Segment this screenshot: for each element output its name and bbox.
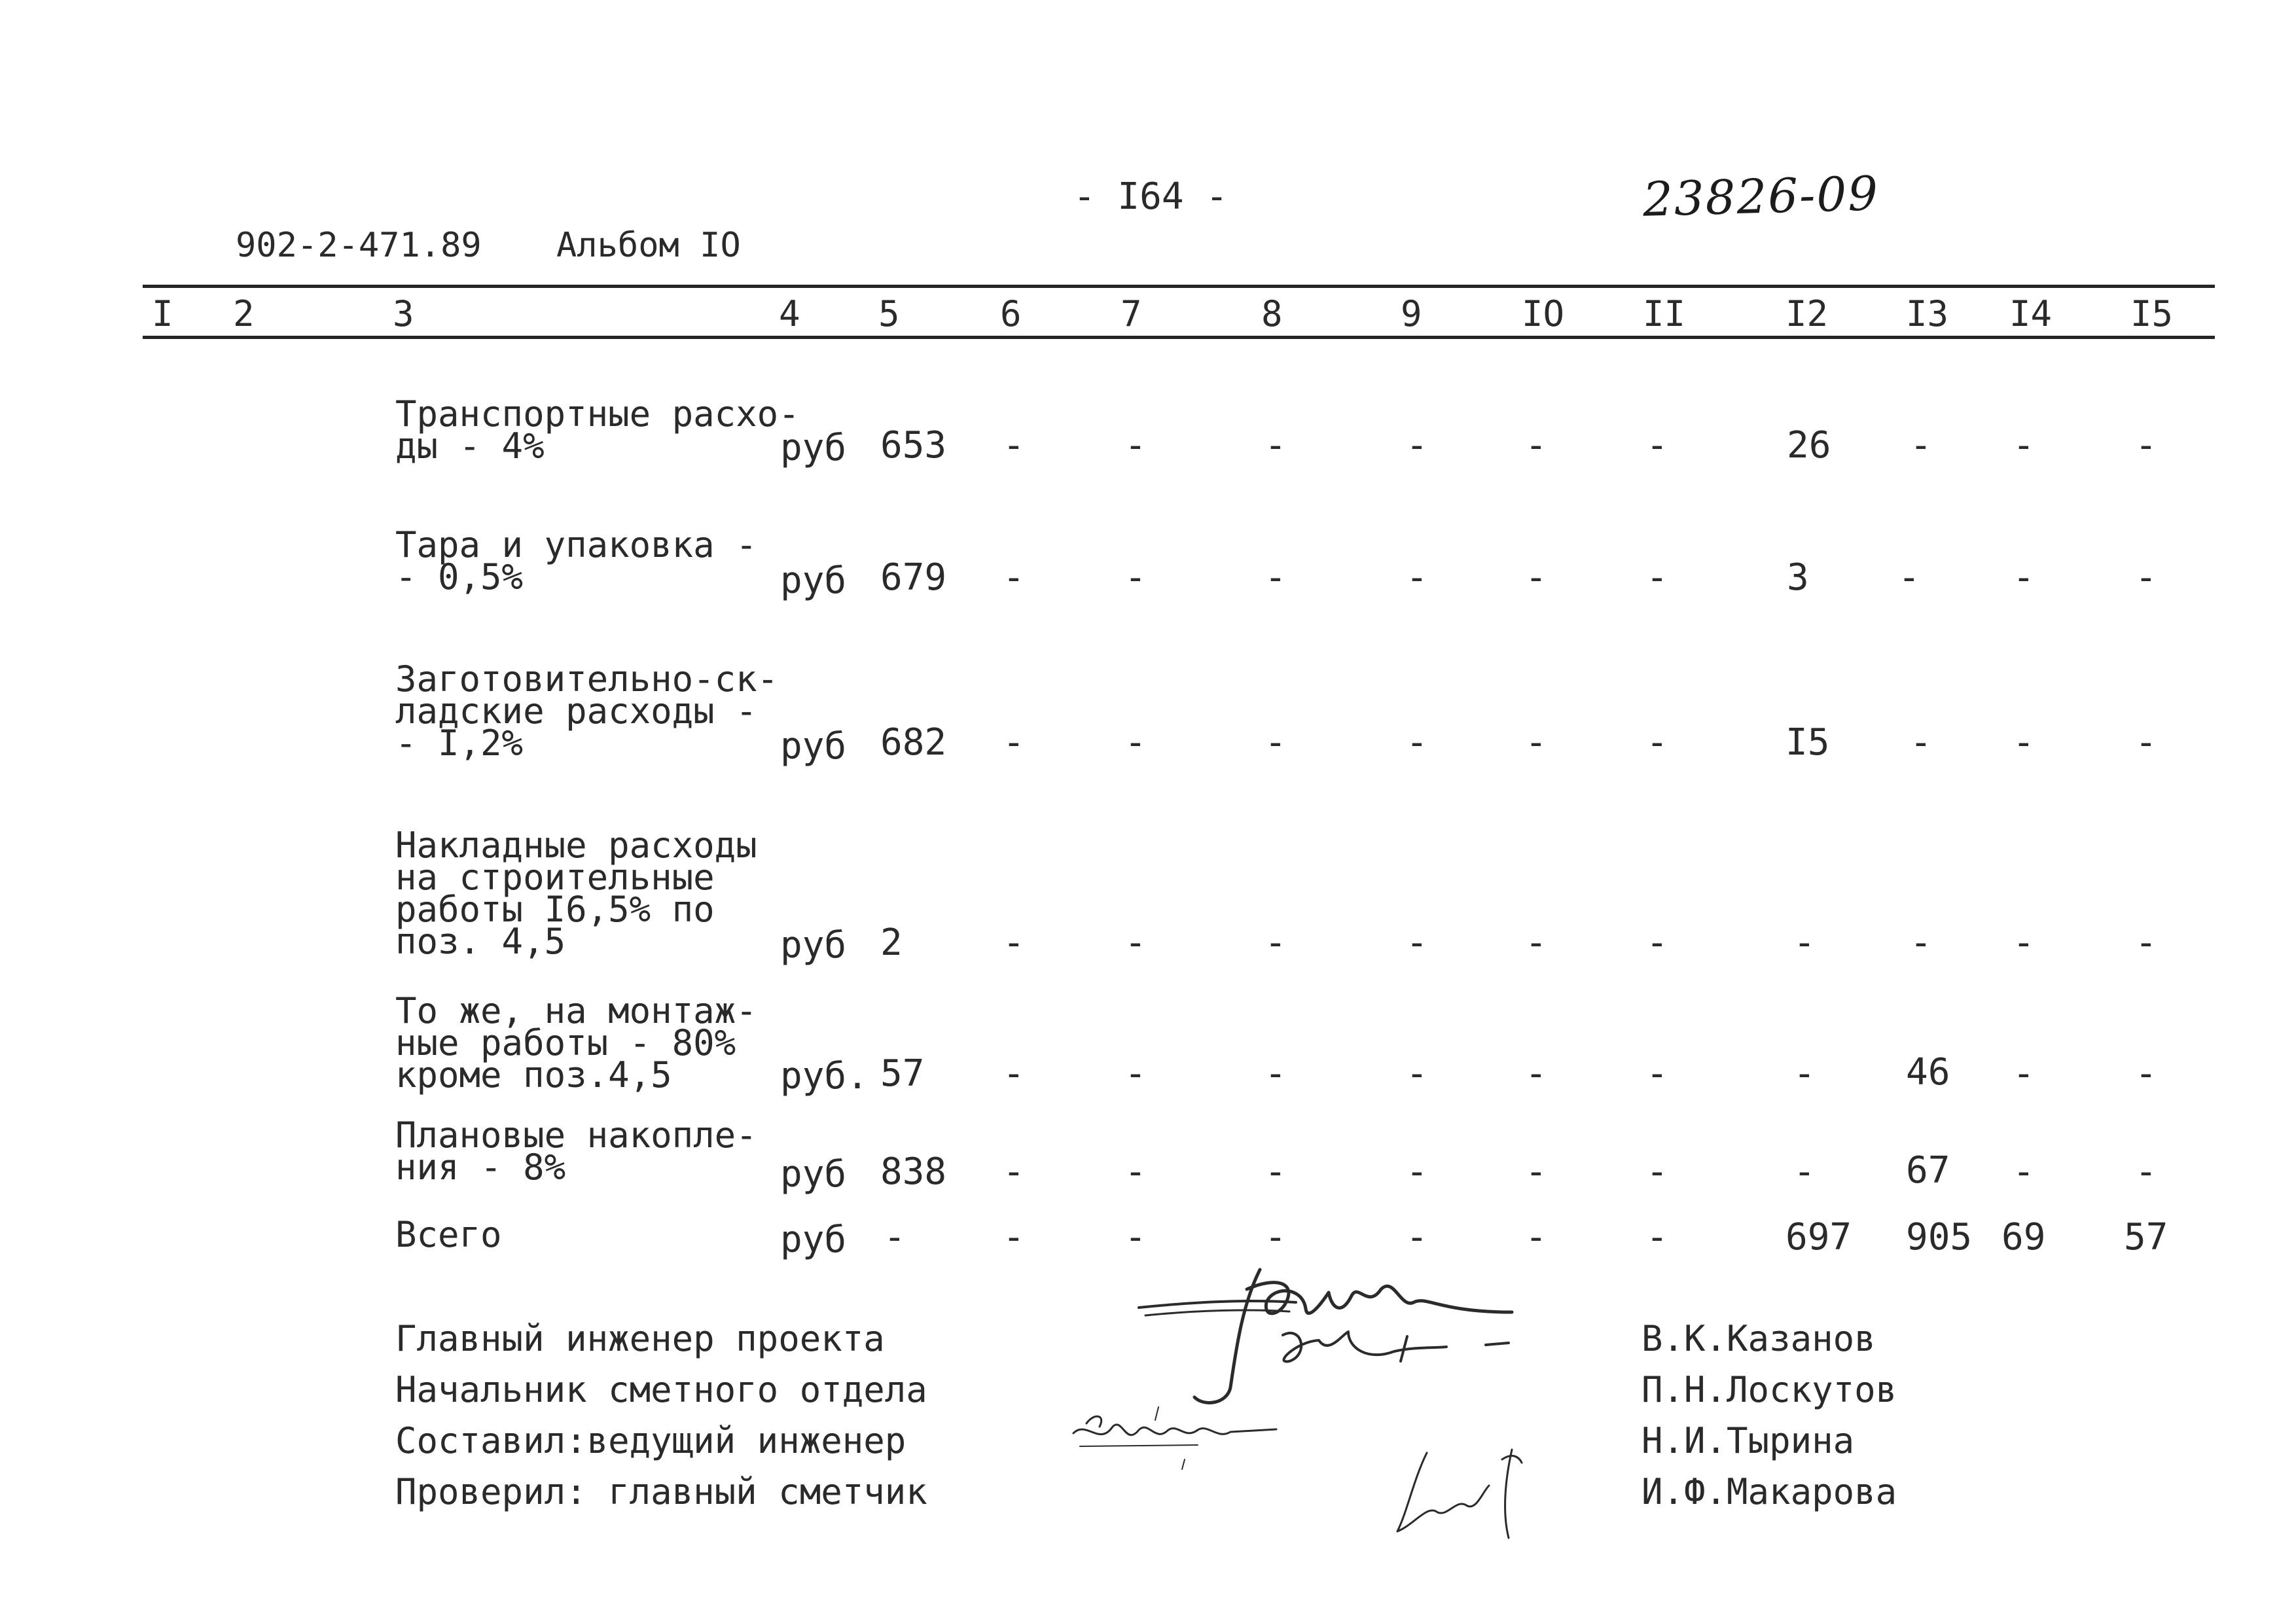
table-cell: - bbox=[2135, 556, 2157, 599]
column-number: I bbox=[152, 293, 173, 334]
album-label: Альбом IO bbox=[556, 226, 741, 265]
table-cell: - bbox=[1265, 424, 1287, 467]
table-cell: - bbox=[1124, 556, 1147, 599]
table-cell: - bbox=[1406, 921, 1428, 964]
handwritten-signature-checker bbox=[1388, 1440, 1545, 1544]
table-cell: - bbox=[2135, 1150, 2157, 1193]
column-number: I2 bbox=[1785, 293, 1829, 334]
table-cell: - bbox=[1910, 921, 1932, 964]
table-cell: - bbox=[1525, 721, 1547, 764]
table-cell: 69 bbox=[2001, 1216, 2046, 1258]
table-cell: - bbox=[1646, 721, 1668, 764]
table-cell: - bbox=[1406, 1150, 1428, 1193]
signer-position: Главный инженер проекта bbox=[395, 1318, 885, 1359]
table-cell: - bbox=[1003, 721, 1025, 764]
table-cell: - bbox=[2013, 556, 2035, 599]
table-cell: - bbox=[1898, 556, 1920, 599]
table-cell: - bbox=[1406, 556, 1428, 599]
table-cell: 3 bbox=[1787, 556, 1809, 599]
column-number: II bbox=[1643, 293, 1686, 334]
table-cell: I5 bbox=[1785, 721, 1830, 764]
row-description: Плановые накопле- ния - 8% bbox=[395, 1115, 757, 1188]
row-unit: руб bbox=[780, 560, 847, 602]
row-description: Транспортные расхо- ды - 4% bbox=[395, 393, 800, 467]
row-unit: руб bbox=[780, 924, 847, 967]
signer-name: П.Н.Лоскутов bbox=[1641, 1369, 1897, 1410]
table-cell: - bbox=[1124, 1052, 1147, 1095]
table-cell: - bbox=[1406, 1216, 1428, 1258]
column-number: I3 bbox=[1906, 293, 1949, 334]
signer-position: Проверил: главный сметчик bbox=[395, 1471, 927, 1512]
table-cell: - bbox=[1124, 921, 1147, 964]
row-description: Всего bbox=[395, 1214, 502, 1255]
table-cell: - bbox=[1265, 1052, 1287, 1095]
row-description: Накладные расходы на строительные работы I6,5% по поз. 4,5 bbox=[395, 825, 757, 962]
table-cell: - bbox=[1003, 424, 1025, 467]
table-cell: - bbox=[1265, 556, 1287, 599]
table-cell: 905 bbox=[1906, 1216, 1973, 1258]
table-cell: - bbox=[1525, 1216, 1547, 1258]
table-cell: - bbox=[1646, 921, 1668, 964]
column-number: 3 bbox=[393, 293, 414, 334]
table-cell: - bbox=[1265, 721, 1287, 764]
table-cell: - bbox=[1793, 1052, 1816, 1095]
row-code: 679 bbox=[880, 556, 947, 599]
table-cell: - bbox=[2013, 424, 2035, 467]
table-cell: - bbox=[2135, 424, 2157, 467]
column-number: 4 bbox=[779, 293, 800, 334]
table-cell: - bbox=[1910, 424, 1932, 467]
row-unit: руб bbox=[780, 427, 847, 469]
table-cell: - bbox=[1646, 556, 1668, 599]
table-cell: - bbox=[1525, 1150, 1547, 1193]
table-cell: - bbox=[1525, 1052, 1547, 1095]
table-header-bottom-rule bbox=[143, 336, 2215, 339]
signer-name: Н.И.Тырина bbox=[1641, 1420, 1855, 1461]
row-code: 838 bbox=[880, 1150, 947, 1193]
table-cell: - bbox=[1003, 1216, 1025, 1258]
signer-position: Начальник сметного отдела bbox=[395, 1369, 927, 1410]
table-cell: - bbox=[1793, 1150, 1816, 1193]
table-cell: - bbox=[1406, 721, 1428, 764]
document-code: 902-2-471.89 bbox=[236, 226, 482, 265]
table-cell: - bbox=[1003, 1150, 1025, 1193]
table-cell: - bbox=[1406, 1052, 1428, 1095]
table-cell: - bbox=[1124, 424, 1147, 467]
table-cell: 67 bbox=[1906, 1149, 1950, 1192]
table-cell: - bbox=[2013, 1150, 2035, 1193]
table-cell: - bbox=[1646, 1052, 1668, 1095]
row-unit: руб bbox=[780, 725, 847, 768]
table-cell: 57 bbox=[2124, 1216, 2168, 1258]
row-code: 682 bbox=[880, 721, 947, 764]
table-cell: - bbox=[1910, 721, 1932, 764]
table-cell: - bbox=[2013, 721, 2035, 764]
row-unit: руб bbox=[780, 1153, 847, 1196]
table-cell: - bbox=[2135, 921, 2157, 964]
page-number: - I64 - bbox=[1073, 175, 1229, 218]
signer-name: И.Ф.Макарова bbox=[1641, 1471, 1897, 1512]
table-cell: - bbox=[1406, 424, 1428, 467]
column-number: 8 bbox=[1261, 293, 1283, 334]
sheet-code: 23826-09 bbox=[1641, 166, 1880, 227]
table-cell: - bbox=[1525, 921, 1547, 964]
table-cell: - bbox=[1124, 1216, 1147, 1258]
row-code: 57 bbox=[880, 1052, 925, 1095]
row-description: То же, на монтаж- ные работы - 80% кроме поз.4,5 bbox=[395, 990, 757, 1096]
table-cell: - bbox=[1525, 556, 1547, 599]
table-cell: - bbox=[1265, 1150, 1287, 1193]
table-cell: - bbox=[1793, 921, 1816, 964]
table-cell: - bbox=[1646, 1150, 1668, 1193]
column-number: 6 bbox=[1000, 293, 1022, 334]
row-code: 2 bbox=[880, 921, 903, 964]
table-cell: - bbox=[1525, 424, 1547, 467]
signer-name: В.К.Казанов bbox=[1641, 1318, 1876, 1359]
column-number: I5 bbox=[2130, 293, 2174, 334]
table-cell: - bbox=[2135, 721, 2157, 764]
table-cell: - bbox=[2013, 1052, 2035, 1095]
column-number: 7 bbox=[1121, 293, 1142, 334]
table-cell: - bbox=[1124, 1150, 1147, 1193]
table-cell: - bbox=[2135, 1052, 2157, 1095]
column-number: 5 bbox=[878, 293, 900, 334]
column-number: IO bbox=[1522, 293, 1565, 334]
table-cell: - bbox=[1646, 1216, 1668, 1258]
table-cell: - bbox=[1265, 1216, 1287, 1258]
table-top-rule bbox=[143, 285, 2215, 288]
row-code: 653 bbox=[880, 424, 947, 467]
table-cell: - bbox=[1265, 921, 1287, 964]
table-cell: - bbox=[2013, 921, 2035, 964]
row-code: - bbox=[884, 1216, 906, 1258]
column-number: 9 bbox=[1401, 293, 1422, 334]
table-cell: 697 bbox=[1785, 1216, 1852, 1258]
table-cell: - bbox=[1646, 424, 1668, 467]
column-number: 2 bbox=[233, 293, 255, 334]
row-description: Заготовительно-ск- ладские расходы - - I,2% bbox=[395, 658, 779, 764]
table-cell: - bbox=[1124, 721, 1147, 764]
table-cell: - bbox=[1003, 556, 1025, 599]
row-unit: руб. bbox=[780, 1055, 869, 1097]
column-number: I4 bbox=[2009, 293, 2053, 334]
signer-position: Составил:ведущий инженер bbox=[395, 1420, 906, 1461]
row-unit: руб bbox=[780, 1219, 847, 1261]
row-description: Тара и упаковка - - 0,5% bbox=[395, 524, 757, 597]
table-cell: 46 bbox=[1906, 1051, 1950, 1094]
table-cell: 26 bbox=[1787, 424, 1831, 467]
handwritten-signature-estimator bbox=[1060, 1394, 1296, 1479]
table-cell: - bbox=[1003, 1052, 1025, 1095]
table-cell: - bbox=[1003, 921, 1025, 964]
